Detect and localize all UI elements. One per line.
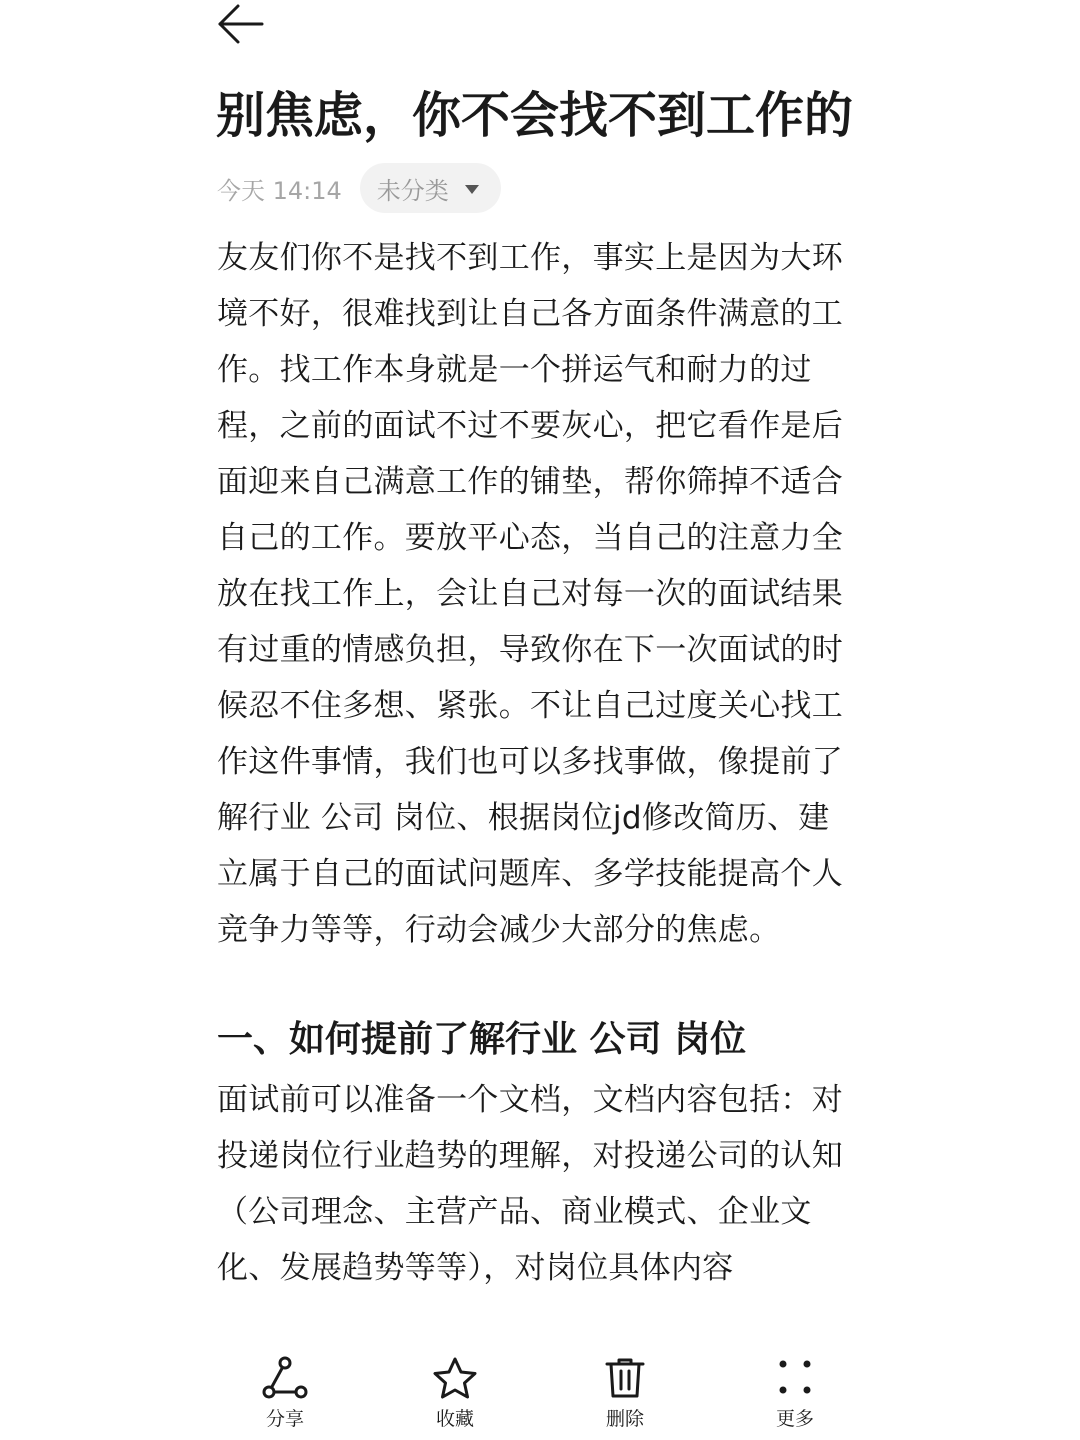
delete-label: 删除 xyxy=(605,1408,644,1430)
favorite-button[interactable] xyxy=(395,1356,515,1431)
category-label: 未分类 xyxy=(376,176,449,205)
more-dots-icon xyxy=(770,1356,820,1400)
share-button[interactable] xyxy=(225,1356,345,1431)
back-button[interactable] xyxy=(214,2,266,46)
delete-button[interactable] xyxy=(565,1356,685,1431)
caret-down-icon xyxy=(465,185,479,194)
arrow-left-icon xyxy=(214,2,266,46)
body-paragraph: 面试前可以准备一个文档，文档内容包括：对投递岗位行业趋势的理解，对投递公司的认知（公司理念、主营产品、商业模式、企业文化、发展趋势等等），对岗位具体内容 xyxy=(217,1082,843,1286)
more-label: 更多 xyxy=(775,1408,814,1430)
category-selector[interactable] xyxy=(360,163,501,213)
more-button[interactable] xyxy=(735,1356,855,1431)
share-icon xyxy=(260,1356,310,1400)
body-paragraph: 友友们你不是找不到工作，事实上是因为大环境不好，很难找到让自己各方面条件满意的工作。找工作本身就是一个拼运气和耐力的过程，之前的面试不过不要灰心，把它看作是后面迎来自己满意工作的铺垫，帮你筛掉不适合自己的工作。要放平心态，当自己的注意力全放在找工作上，会让自己对每一次的面试结果有过重的情感负担，导致你在下一次面试的时候忍不住多想、紧张。不让自己过度关心找工作这件事情，我们也可以多找事做，像提前了解行业 公司 岗位、根据岗位jd修改简历、建立属于自己的面试问题库、多学技能提高个人竞争力等等，行动会减少大部分的焦虑。 xyxy=(217,240,843,948)
note-timestamp: 今天 14:14 xyxy=(217,176,342,205)
note-body[interactable] xyxy=(217,230,849,1338)
favorite-label: 收藏 xyxy=(435,1408,474,1430)
share-label: 分享 xyxy=(265,1408,304,1430)
note-meta xyxy=(217,162,501,214)
section-heading: 一、如何提前了解行业 公司 岗位 xyxy=(217,1019,747,1060)
note-title: 别焦虑，你不会找不到工作的 xyxy=(216,87,854,144)
star-icon xyxy=(430,1356,480,1400)
trash-icon xyxy=(600,1356,650,1400)
bottom-toolbar xyxy=(0,1340,1080,1440)
